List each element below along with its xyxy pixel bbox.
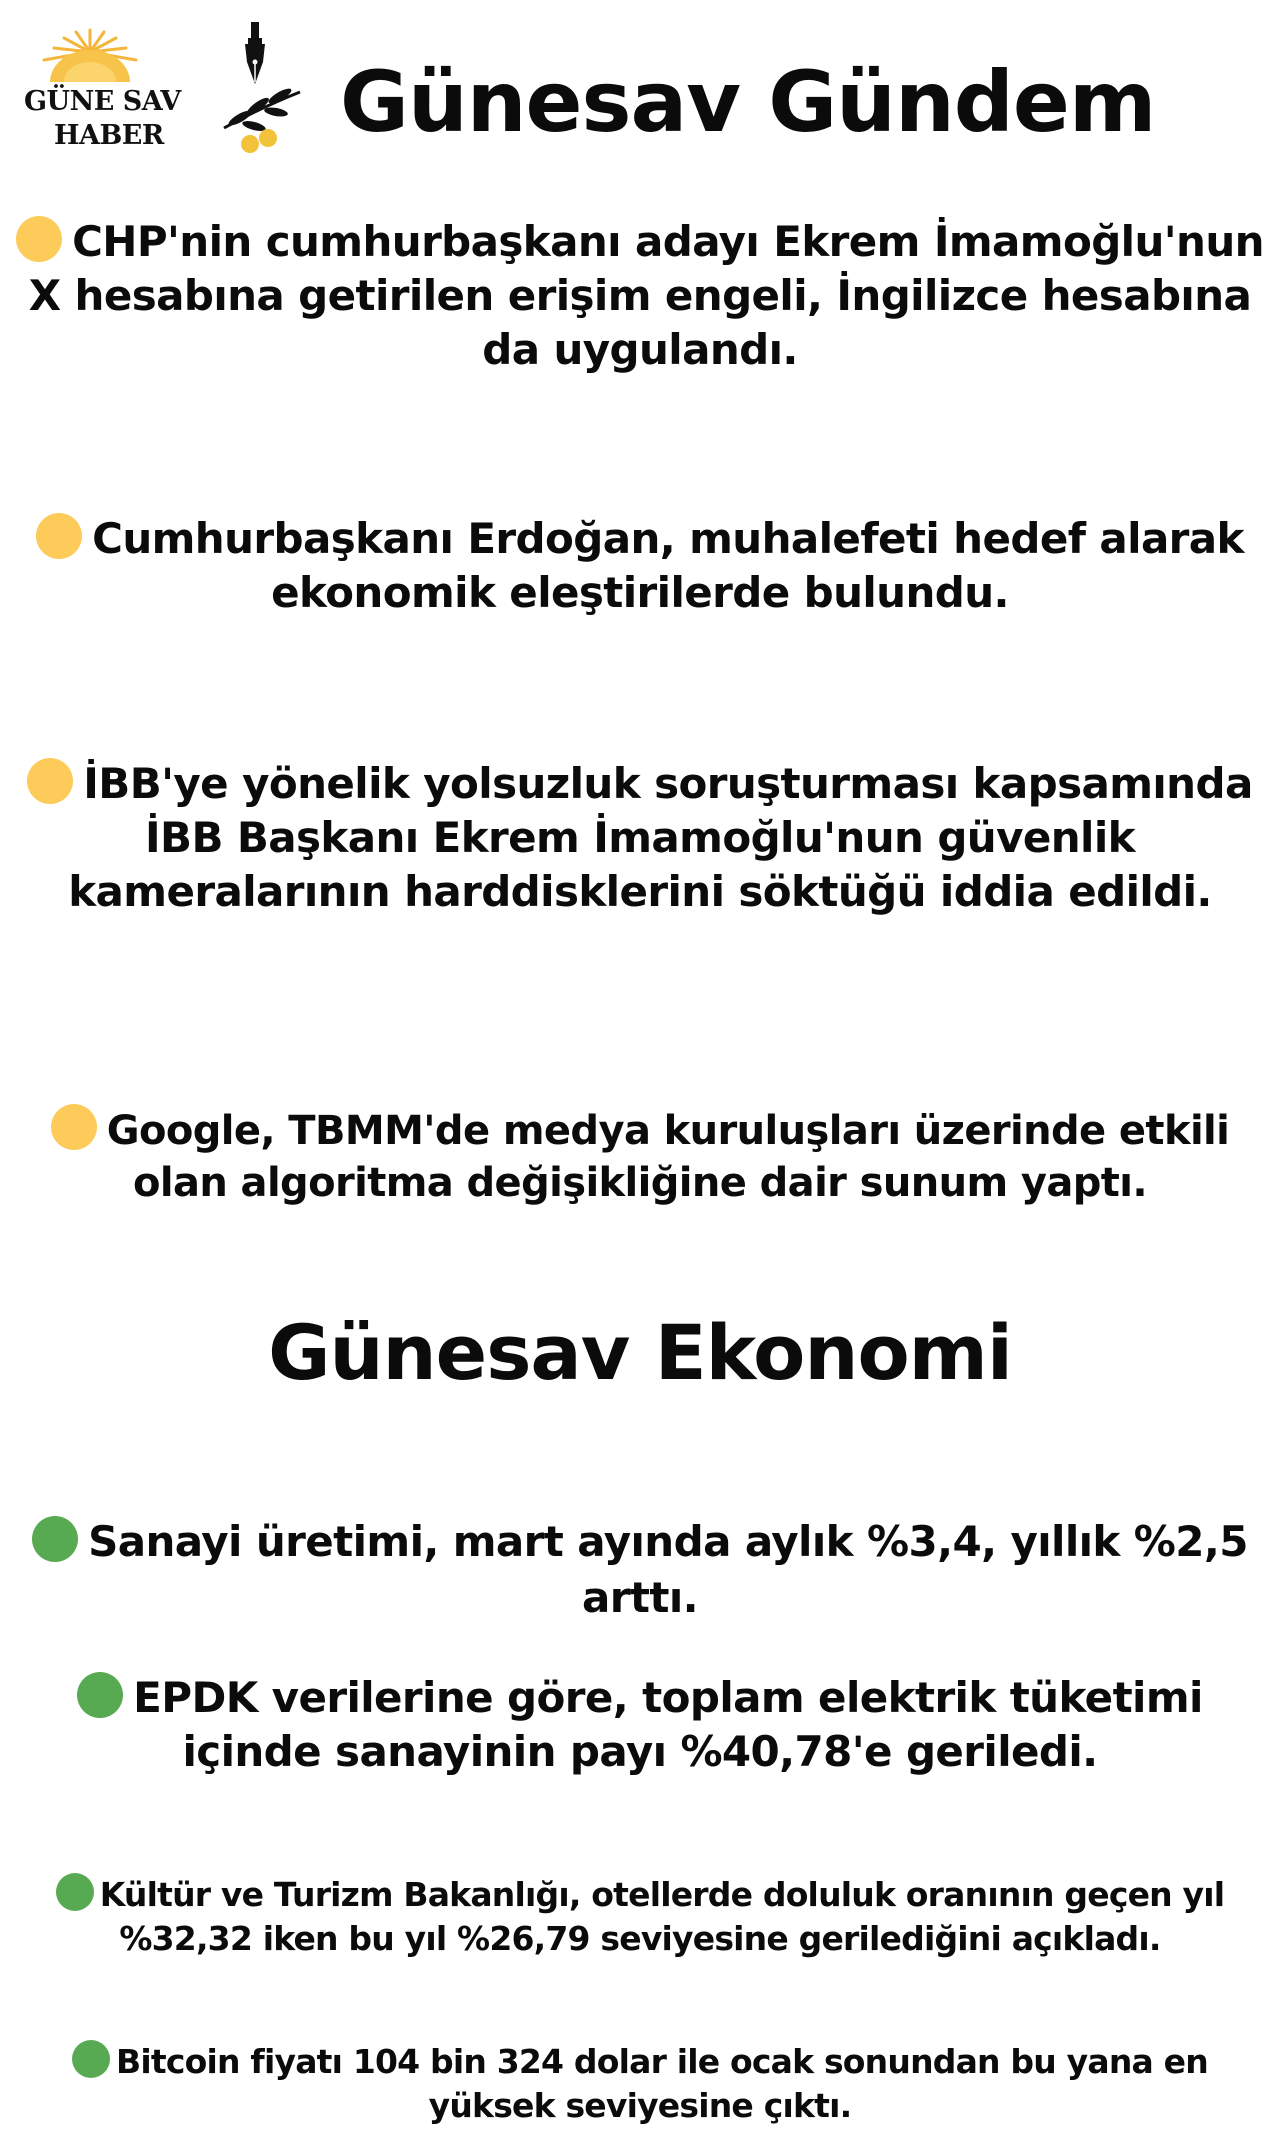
ekonomi-item-1 [10,1514,1270,1626]
brand-logo [24,22,304,162]
ekonomi-item-2-text: EPDK verilerine göre, toplam elektrik tüketimi içinde sanayinin payı %40,78'e geriledi. [133,1673,1203,1776]
green-bullet-icon [32,1516,78,1562]
olive-branch-icon [220,84,304,164]
sun-icon [30,26,150,82]
logo-word-haber: HABER [54,120,164,151]
gundem-item-3 [10,757,1270,919]
gundem-item-1 [10,215,1270,377]
green-bullet-icon [77,1672,123,1718]
yellow-bullet-icon [36,513,82,559]
ekonomi-item-3-text: Kültür ve Turizm Bakanlığı, otellerde doluluk oranının geçen yıl %32,32 iken bu yıl %26,79 seviyesine gerilediğini açıkladı. [99,1875,1225,1958]
gundem-item-1-text: CHP'nin cumhurbaşkanı adayı Ekrem İmamoğlu'nun X hesabına getirilen erişim engeli, İngilizce hesabına da uygulandı. [28,217,1264,374]
ekonomi-item-2 [10,1671,1270,1779]
section-title-ekonomi: Günesav Ekonomi [268,1308,1012,1397]
ekonomi-item-4 [10,2040,1270,2128]
ekonomi-item-1-text: Sanayi üretimi, mart ayında aylık %3,4, yıllık %2,5 arttı. [88,1517,1248,1622]
yellow-bullet-icon [16,216,62,262]
logo-word-gune-sav: GÜNE SAV [24,86,181,117]
yellow-bullet-icon [27,758,73,804]
gundem-item-3-text: İBB'ye yönelik yolsuzluk soruşturması kapsamında İBB Başkanı Ekrem İmamoğlu'nun güvenlik kameralarının harddisklerini söktüğü iddia edildi. [68,759,1253,916]
green-bullet-icon [56,1873,94,1911]
gundem-item-2 [10,512,1270,620]
gundem-item-4 [10,1104,1270,1209]
fountain-pen-icon [238,22,272,86]
yellow-bullet-icon [51,1104,97,1150]
green-bullet-icon [72,2040,110,2078]
gundem-item-2-text: Cumhurbaşkanı Erdoğan, muhalefeti hedef alarak ekonomik eleştirilerde bulundu. [92,514,1244,617]
gundem-item-4-text: Google, TBMM'de medya kuruluşları üzerinde etkili olan algoritma değişikliğine dair sunum yaptı. [106,1108,1230,1206]
page-title: Günesav Gündem [340,53,1156,151]
ekonomi-item-4-text: Bitcoin fiyatı 104 bin 324 dolar ile ocak sonundan bu yana en yüksek seviyesine çıktı. [116,2042,1208,2125]
ekonomi-item-3 [10,1873,1270,1961]
